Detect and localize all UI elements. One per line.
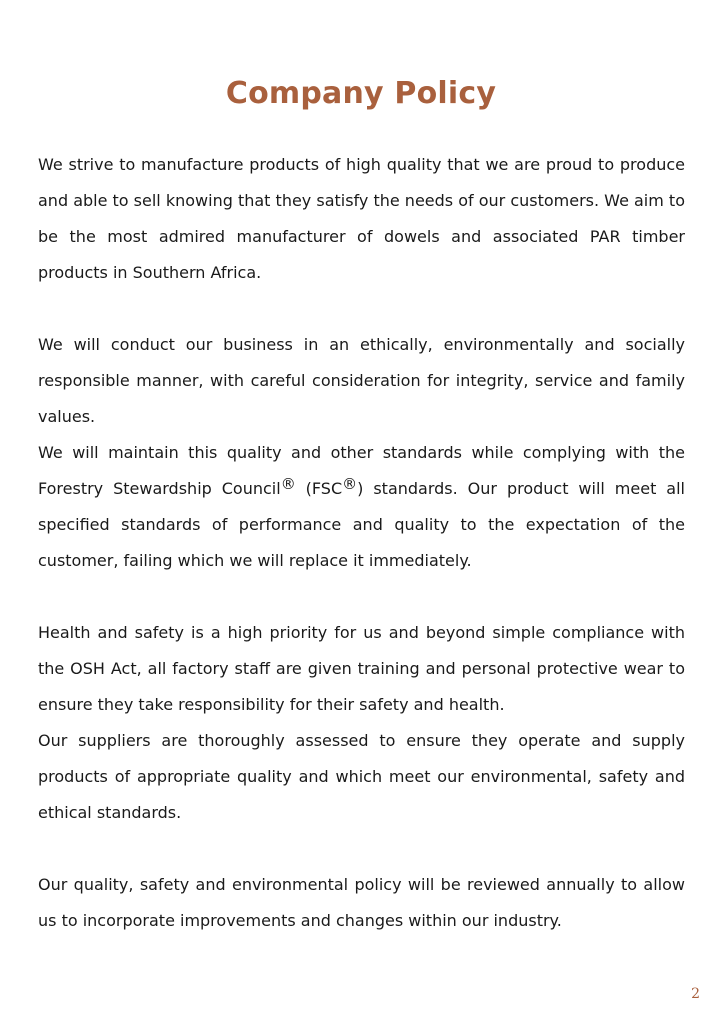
policy-body [38,147,685,939]
paragraph-quality: We strive to manufacture products of high quality that we are proud to produce and able to sell knowing that they satisfy the needs of our customers. We aim to be the most admired manufacturer of dowels and associated PAR timber products in Southern Africa. [38,155,685,282]
registered-mark-icon: ® [280,475,296,493]
paragraph-health-safety: Health and safety is a high priority for us and beyond simple compliance with the OSH Act, all factory staff are given training and personal protective wear to ensure they take responsibility for their safety and health. [38,623,685,714]
registered-mark-icon: ® [342,475,358,493]
paragraph-review: Our quality, safety and environmental policy will be reviewed annually to allow us to incorporate improvements and changes within our industry. [38,875,685,930]
standards-text-1: We will maintain this quality and other standards while complying with the Forestry Stewardship Council [38,443,685,498]
standards-text-3: ) standards. Our product will meet all specified standards of performance and quality to the expectation of the customer, failing which we will replace it immediately. [38,479,686,570]
standards-text-2: (FSC [295,479,343,498]
paragraph-suppliers: Our suppliers are thoroughly assessed to ensure they operate and supply products of appropriate quality and which meet our environmental, safety and ethical standards. [38,731,685,822]
paragraph-standards [38,435,685,579]
page-title: Company Policy [225,76,497,112]
page-number: 2 [691,986,700,1002]
paragraph-ethics: We will conduct our business in an ethically, environmentally and socially responsible manner, with careful consideration for integrity, service and family values. [38,335,685,426]
